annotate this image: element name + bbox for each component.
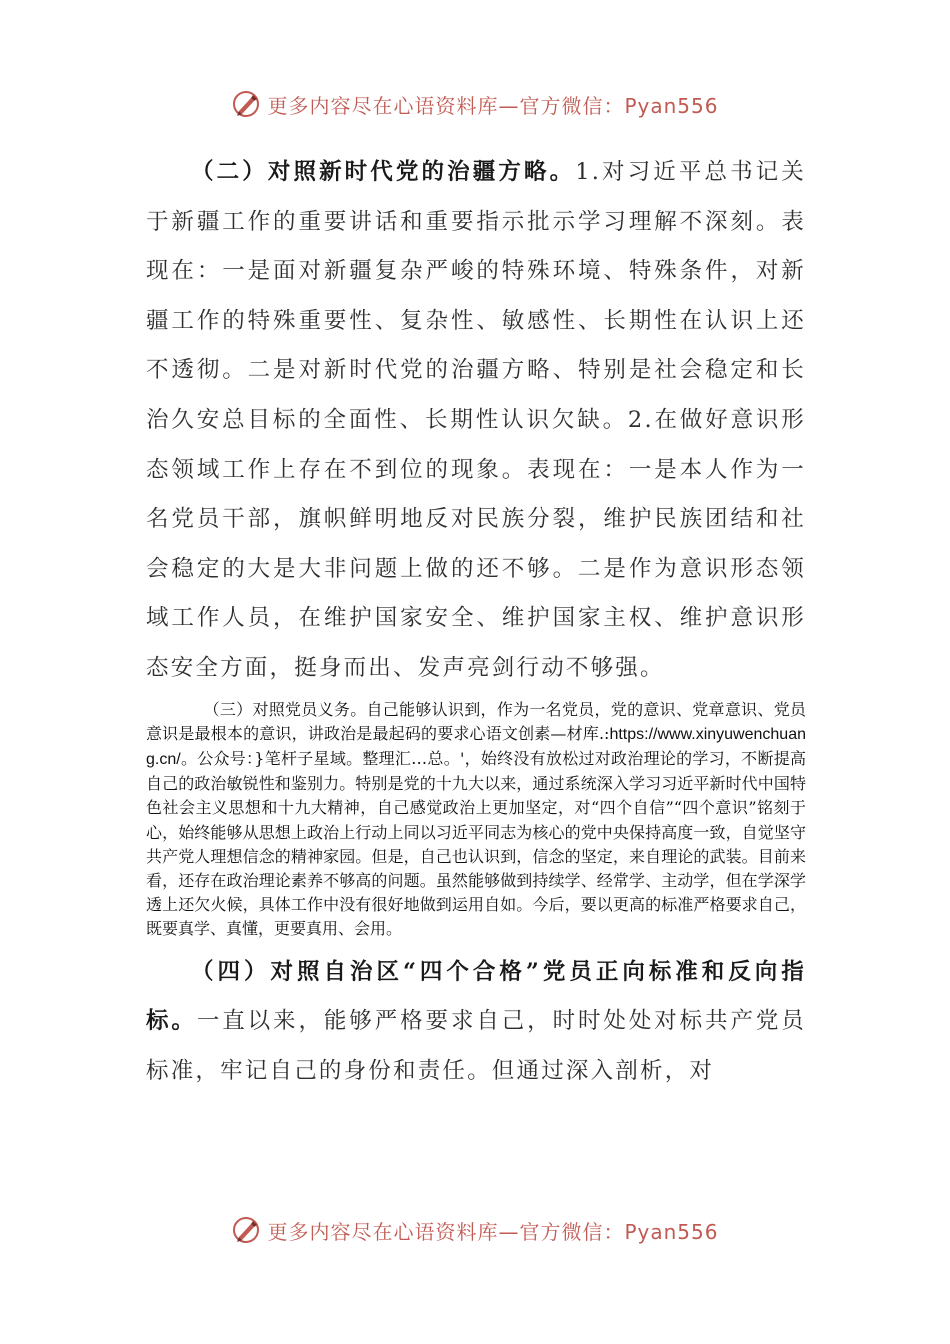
section-4-body: 一直以来，能够严格要求自己，时时处处对标共产党员标准，牢记自己的身份和责任。但通过深入剖析，对 [146, 1008, 806, 1084]
footer-banner-text: 更多内容尽在心语资料库—官方微信：Pyan556 [267, 1219, 719, 1244]
section-2-body: 1.对习近平总书记关于新疆工作的重要讲话和重要指示批示学习理解不深刻。表现在：一是面对新疆复杂严峻的特殊环境、特殊条件，对新疆工作的特殊重要性、复杂性、敏感性、长期性在认识上还不透彻。二是对新时代党的治疆方略、特别是社会稳定和长治久安总目标的全面性、长期性认识欠缺。2.在做好意识形态领域工作上存在不到位的现象。表现在：一是本人作为一名党员干部，旗帜鲜明地反对民族分裂，维护民族团结和社会稳定的大是大非问题上做的还不够。二是作为意识形态领域工作人员，在维护国家安全、维护国家主权、维护意识形态安全方面，挺身而出、发声亮剑行动不够强。 [146, 159, 806, 681]
section-3-text-part2: 。公众号：}笔杆子星域。整理汇…总。'，始终没有放松过对政治理论的学习，不断提高自己的政治敏锐性和鉴别力。特别是党的十九大以来，通过系统深入学习习近平新时代中国特色社会主义思想和十九大精神，自己感觉政治上更加坚定，对“四个自信”“四个意识”铭刻于心，始终能够从思想上政治上行动上同以习近平同志为核心的党中央保持高度一致，自觉坚守共产党人理想信念的精神家园。但是，自己也认识到，信念的坚定，来自理论的武装。目前来看，还存在政治理论素养不够高的问题。虽然能够做到持续学、经常学、主动学，但在学深学透上还欠火候，具体工作中没有很好地做到运用自如。今后，要以更高的标准严格要求自己，既要真学、真懂，更要真用、会用。 [146, 748, 806, 939]
header-banner-text: 更多内容尽在心语资料库—官方微信：Pyan556 [267, 93, 719, 118]
section-3-url: https://www.xinyuwenchuang.cn/ [146, 725, 806, 768]
section-4-heading: （四）对照自治区“四个合格”党员正向标准和反向指标。 [146, 958, 806, 1035]
footer-banner [0, 1212, 950, 1248]
section-4-paragraph [146, 948, 806, 1097]
section-3-text-part1: （三）对照党员义务。自己能够认识到，作为一名党员，党的意识、党章意识、党员意识是最根本的意识，讲政治是最起码的要求心语文创素—材库.: [146, 699, 806, 743]
document-body [146, 148, 806, 1096]
pen-logo-icon [231, 89, 261, 119]
pen-logo-icon [231, 1215, 261, 1245]
section-2-heading: （二）对照新时代党的治疆方略。 [191, 159, 576, 185]
section-2-paragraph [146, 148, 806, 694]
header-banner [0, 86, 950, 122]
section-3-paragraph [146, 698, 806, 942]
